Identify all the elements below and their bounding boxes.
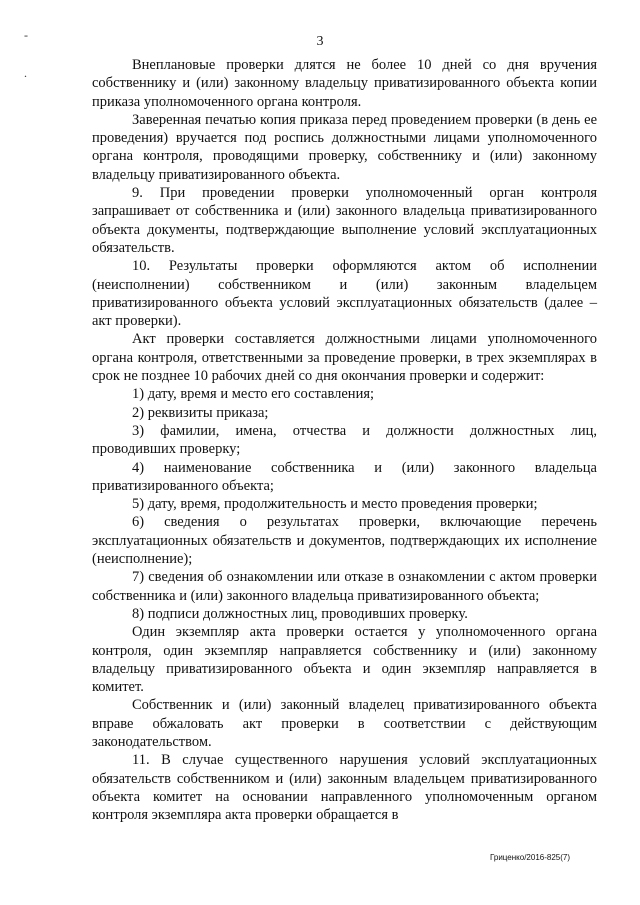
paragraph: Собственник и (или) законный владелец приватизированного объекта вправе обжаловать акт проверки в соответствии с действующим законодательством. <box>92 697 597 750</box>
paragraph: 10. Результаты проверки оформляются актом об исполнении (неисполнении) собственником и (или) законным владельцем приватизированного объекта условий эксплуатационных обязательств (далее – акт проверки). <box>92 258 597 330</box>
footer-reference: Гриценко/2016-825(7) <box>490 853 571 862</box>
list-item: 2) реквизиты приказа; <box>132 404 269 421</box>
list-item: 5) дату, время, продолжительность и место проведения проверки; <box>132 496 538 513</box>
list-item: 8) подписи должностных лиц, проводивших проверку. <box>132 605 468 622</box>
document-body <box>92 56 597 824</box>
paragraph: Акт проверки составляется должностными лицами уполномоченного органа контроля, ответственными за проведение проверки, в трех экземплярах в срок не позднее 10 рабочих дней со дня окончания проверки и содержит: <box>92 331 597 385</box>
paragraph: Один экземпляр акта проверки остается у уполномоченного органа контроля, один экземпляр направляется собственнику и (или) законному владельцу приватизированного объекта и один экземпляр направляется в комитет. <box>92 624 597 696</box>
list-item: 3) фамилии, имена, отчества и должности должностных лиц, проводивших проверку; <box>92 422 597 458</box>
list-item: 4) наименование собственника и (или) законного владельца приватизированного объекта; <box>92 459 597 494</box>
page-number: 3 <box>316 34 324 49</box>
paragraph: 11. В случае существенного нарушения условий эксплуатационных обязательств собственником и (или) законным владельцем приватизированного объекта комитет на основании направленного уполномоченным органом контроля экземпляра акта проверки обращается в <box>92 752 597 824</box>
scan-mark: . <box>24 66 27 80</box>
list-item: 6) сведения о результатах проверки, включающие перечень эксплуатационных обязательств и документов, подтверждающих их исполнение (неисполнение); <box>92 514 597 568</box>
paragraph: Внеплановые проверки длятся не более 10 дней со дня вручения собственнику и (или) законному владельцу приватизированного объекта копии приказа уполномоченного органа контроля. <box>92 57 597 110</box>
scan-mark: - <box>24 28 28 42</box>
list-item: 7) сведения об ознакомлении или отказе в ознакомлении с актом проверки собственника и (или) законного владельца приватизированного объекта; <box>92 569 597 604</box>
paragraph: 9. При проведении проверки уполномоченный орган контроля запрашивает от собственника и (или) законного владельца приватизированного объекта документы, подтверждающие выполнение условий эксплуатационных обязательств. <box>92 185 597 256</box>
list-item: 1) дату, время и место его составления; <box>132 386 375 403</box>
paragraph: Заверенная печатью копия приказа перед проведением проверки (в день ее проведения) вручается под роспись должностными лицами уполномоченного органа контроля, проводящими проверку, собственнику и (или) законному владельцу приватизированного объекта. <box>92 111 597 183</box>
